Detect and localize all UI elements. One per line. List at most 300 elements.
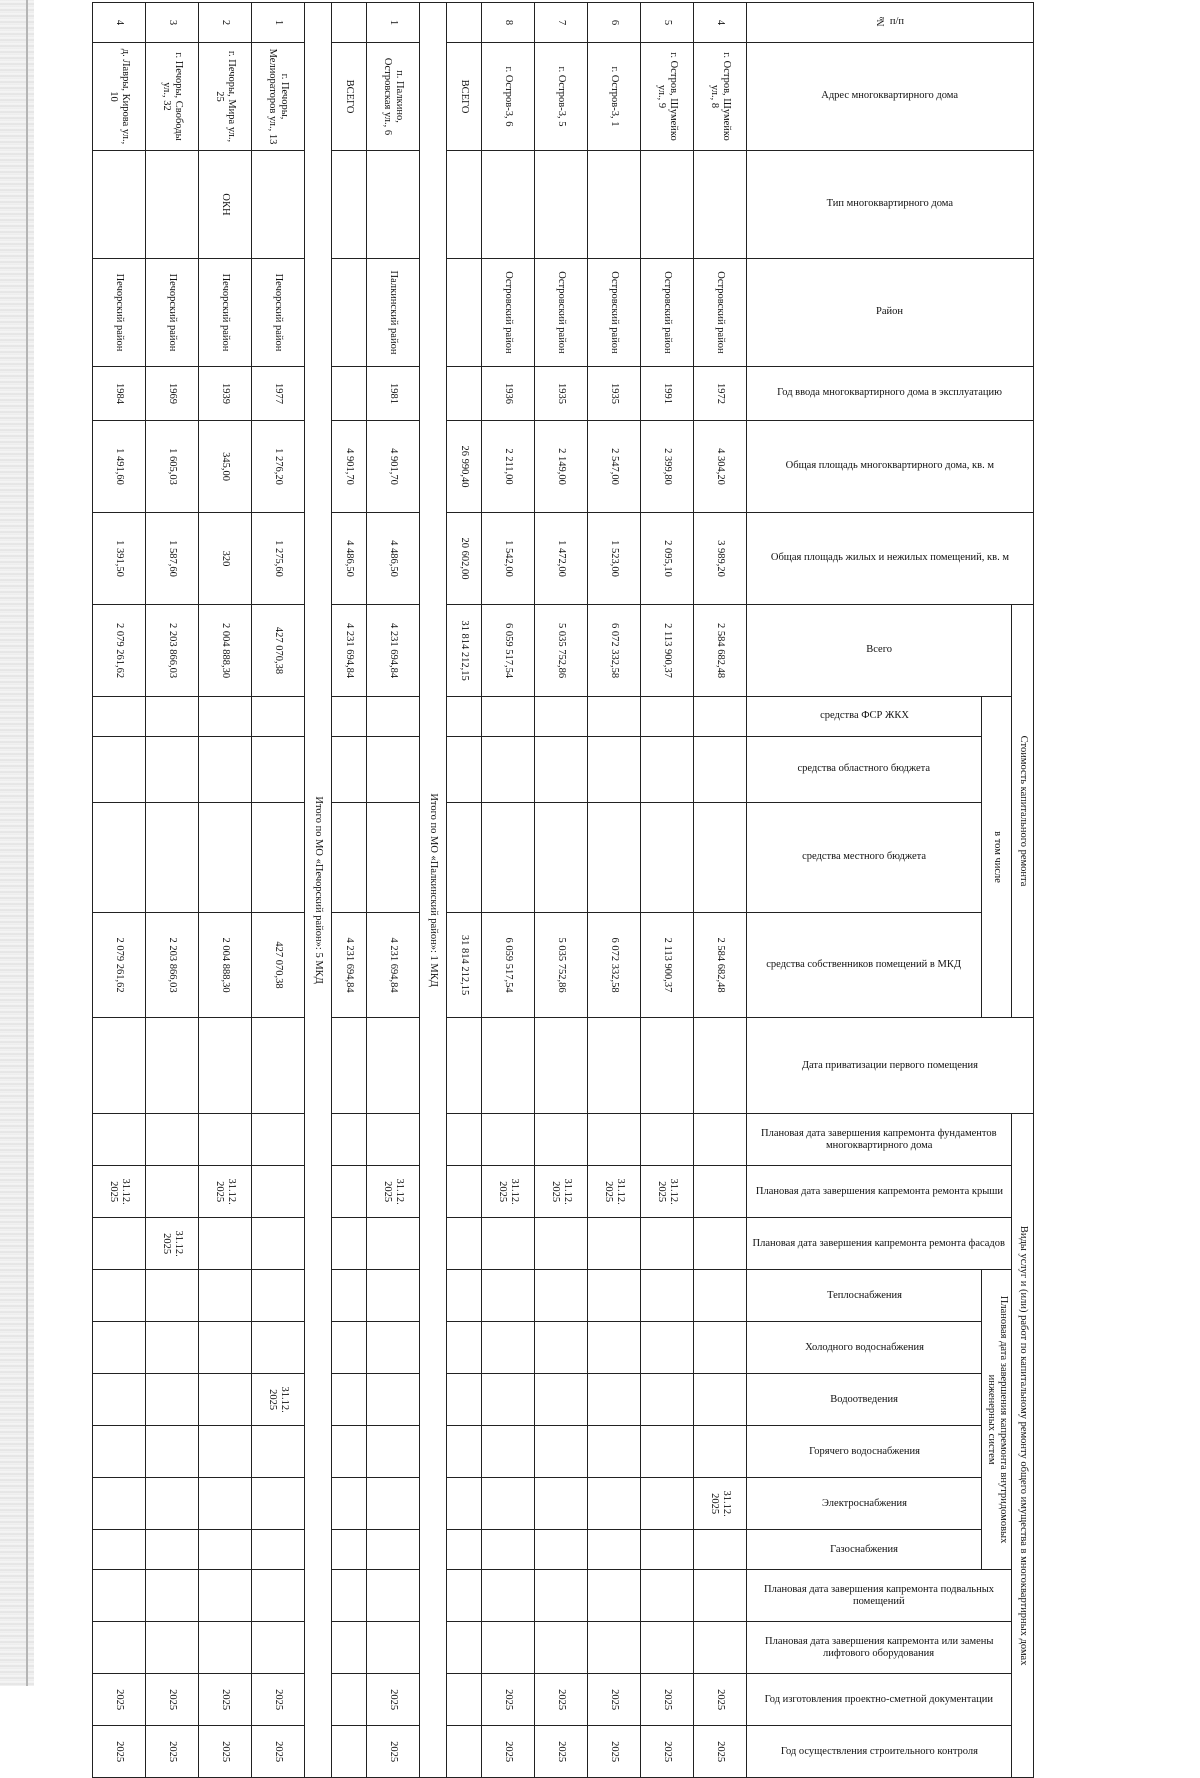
cell-area-rooms: 4 486,50 xyxy=(367,513,420,605)
cell-design-year: 2025 xyxy=(535,1674,588,1726)
cell-area-total: 2 211,00 xyxy=(482,421,535,513)
cell-roof xyxy=(694,1166,747,1218)
cell-sewer xyxy=(535,1374,588,1426)
cell-area-total: 345,00 xyxy=(199,421,252,513)
cell-owners: 2 203 866,03 xyxy=(146,913,199,1018)
cell-privatization xyxy=(367,1018,420,1114)
cell-fund xyxy=(367,697,420,737)
cell-district: Печорский район xyxy=(199,259,252,367)
cell-privatization xyxy=(588,1018,641,1114)
cell-gas xyxy=(482,1530,535,1570)
cell-cost-total: 2 004 888,30 xyxy=(199,605,252,697)
total-area-rooms: 20 602,00 xyxy=(447,513,482,605)
cell-address: г. Остров-3, 6 xyxy=(482,43,535,151)
total-label: ВСЕГО xyxy=(447,43,482,151)
total-empty-cell xyxy=(447,697,482,737)
cell-year: 1977 xyxy=(252,367,305,421)
cell-fund xyxy=(482,697,535,737)
cell-district: Печорский район xyxy=(93,259,146,367)
header-address: Адрес многоквартирного дома xyxy=(747,43,1034,151)
cell-basement xyxy=(588,1570,641,1622)
total-empty-cell xyxy=(332,3,367,43)
header-cost-group: Стоимость капитального ремонта xyxy=(1012,605,1034,1018)
total-empty-cell xyxy=(332,1478,367,1530)
cell-foundation xyxy=(367,1114,420,1166)
cell-privatization xyxy=(199,1018,252,1114)
cell-privatization xyxy=(93,1018,146,1114)
cell-cold-water xyxy=(482,1322,535,1374)
cell-local xyxy=(146,803,199,913)
total-empty-cell xyxy=(332,259,367,367)
cell-fund xyxy=(641,697,694,737)
cell-privatization xyxy=(252,1018,305,1114)
cell-area-total: 4 901,70 xyxy=(367,421,420,513)
cell-owners: 5 035 752,86 xyxy=(535,913,588,1018)
cell-gas xyxy=(535,1530,588,1570)
cell-roof xyxy=(146,1166,199,1218)
total-empty-cell xyxy=(332,1114,367,1166)
cell-heat xyxy=(641,1270,694,1322)
total-empty-cell xyxy=(447,1218,482,1270)
table-row xyxy=(199,3,252,1778)
cell-elevator xyxy=(694,1622,747,1674)
cell-cold-water xyxy=(641,1322,694,1374)
cell-basement xyxy=(641,1570,694,1622)
cell-elevator xyxy=(367,1622,420,1674)
total-empty-cell xyxy=(447,151,482,259)
cell-elevator xyxy=(535,1622,588,1674)
total-empty-cell xyxy=(332,737,367,803)
cell-owners: 4 231 694,84 xyxy=(367,913,420,1018)
cell-num: 1 xyxy=(252,3,305,43)
cell-hot-water xyxy=(482,1426,535,1478)
cell-owners: 2 113 900,37 xyxy=(641,913,694,1018)
cell-address: г. Остров-3, 5 xyxy=(535,43,588,151)
header-num: № п/п xyxy=(747,3,1034,43)
header-control-year: Год осуществления строительного контроля xyxy=(747,1726,1012,1778)
total-empty-cell xyxy=(447,1570,482,1622)
cell-local xyxy=(535,803,588,913)
cell-elevator xyxy=(93,1622,146,1674)
cell-gas xyxy=(199,1530,252,1570)
cell-hot-water xyxy=(694,1426,747,1478)
cell-owners: 2 584 682,48 xyxy=(694,913,747,1018)
cell-area-total: 1 276,20 xyxy=(252,421,305,513)
total-empty-cell xyxy=(332,1426,367,1478)
cell-design-year: 2025 xyxy=(252,1674,305,1726)
cell-electric xyxy=(199,1478,252,1530)
cell-num: 2 xyxy=(199,3,252,43)
cell-area-total: 2 149,00 xyxy=(535,421,588,513)
total-empty-cell xyxy=(447,1374,482,1426)
cell-sewer xyxy=(694,1374,747,1426)
cell-num: 8 xyxy=(482,3,535,43)
cell-year: 1981 xyxy=(367,367,420,421)
cell-type xyxy=(694,151,747,259)
header-cost-total: Всего xyxy=(747,605,1012,697)
cell-gas xyxy=(93,1530,146,1570)
cell-num: 4 xyxy=(93,3,146,43)
cell-district: Островский район xyxy=(694,259,747,367)
total-empty-cell xyxy=(447,259,482,367)
cell-electric xyxy=(252,1478,305,1530)
cell-privatization xyxy=(146,1018,199,1114)
total-empty-cell xyxy=(447,737,482,803)
cell-roof xyxy=(252,1166,305,1218)
cell-area-rooms: 320 xyxy=(199,513,252,605)
cell-district: Островский район xyxy=(535,259,588,367)
header-systems-group: Плановая дата завершения капремонта внутридомовых инженерных систем xyxy=(982,1270,1012,1570)
header-design-year: Год изготовления проектно-сметной документации xyxy=(747,1674,1012,1726)
cell-owners: 2 004 888,30 xyxy=(199,913,252,1018)
header-basement: Плановая дата завершения капремонта подвальных помещений xyxy=(747,1570,1012,1622)
header-area-rooms: Общая площадь жилых и нежилых помещений, кв. м xyxy=(747,513,1034,605)
cell-regional xyxy=(252,737,305,803)
header-roof: Плановая дата завершения капремонта ремонта крыши xyxy=(747,1166,1012,1218)
cell-hot-water xyxy=(535,1426,588,1478)
cell-district: Островский район xyxy=(641,259,694,367)
cell-area-total: 2 547,00 xyxy=(588,421,641,513)
cell-local xyxy=(694,803,747,913)
cell-address: г. Печоры, Мелиораторов ул., 13 xyxy=(252,43,305,151)
cell-cold-water xyxy=(694,1322,747,1374)
cell-electric xyxy=(641,1478,694,1530)
cell-regional xyxy=(367,737,420,803)
cell-control-year: 2025 xyxy=(694,1726,747,1778)
cell-type xyxy=(588,151,641,259)
cell-basement xyxy=(694,1570,747,1622)
cell-design-year: 2025 xyxy=(588,1674,641,1726)
cell-local xyxy=(641,803,694,913)
cell-regional xyxy=(199,737,252,803)
cell-design-year: 2025 xyxy=(199,1674,252,1726)
cell-cost-total: 4 231 694,84 xyxy=(367,605,420,697)
cell-area-rooms: 3 989,20 xyxy=(694,513,747,605)
total-empty-cell xyxy=(447,1622,482,1674)
cell-control-year: 2025 xyxy=(93,1726,146,1778)
cell-year: 1984 xyxy=(93,367,146,421)
header-hot-water: Горячего водоснабжения xyxy=(747,1426,982,1478)
cell-control-year: 2025 xyxy=(482,1726,535,1778)
header-elevator: Плановая дата завершения капремонта или замены лифтового оборудования xyxy=(747,1622,1012,1674)
cell-gas xyxy=(588,1530,641,1570)
cell-foundation xyxy=(588,1114,641,1166)
cell-cost-total: 427 070,38 xyxy=(252,605,305,697)
cell-facade xyxy=(199,1218,252,1270)
total-empty-cell xyxy=(332,803,367,913)
cell-foundation xyxy=(93,1114,146,1166)
cell-roof: 31.12. 2025 xyxy=(535,1166,588,1218)
total-empty-cell xyxy=(332,1622,367,1674)
cell-elevator xyxy=(482,1622,535,1674)
cell-sewer xyxy=(93,1374,146,1426)
cell-cost-total: 6 072 332,58 xyxy=(588,605,641,697)
header-privatization: Дата приватизации первого помещения xyxy=(747,1018,1034,1114)
total-empty-cell xyxy=(447,1166,482,1218)
cell-design-year: 2025 xyxy=(641,1674,694,1726)
cell-basement xyxy=(199,1570,252,1622)
header-district: Район xyxy=(747,259,1034,367)
cell-district: Печорский район xyxy=(146,259,199,367)
cell-year: 1991 xyxy=(641,367,694,421)
cell-facade xyxy=(482,1218,535,1270)
header-type: Тип многоквартирного дома xyxy=(747,151,1034,259)
total-empty-cell xyxy=(447,1426,482,1478)
cell-design-year: 2025 xyxy=(482,1674,535,1726)
header-owners: средства собственников помещений в МКД xyxy=(747,913,982,1018)
cell-elevator xyxy=(146,1622,199,1674)
table-row xyxy=(694,3,747,1778)
cell-hot-water xyxy=(93,1426,146,1478)
cell-cold-water xyxy=(199,1322,252,1374)
cell-type xyxy=(367,151,420,259)
cell-design-year: 2025 xyxy=(694,1674,747,1726)
cell-roof: 31.12. 2025 xyxy=(367,1166,420,1218)
cell-facade xyxy=(252,1218,305,1270)
cell-local xyxy=(199,803,252,913)
cell-control-year: 2025 xyxy=(367,1726,420,1778)
cell-year: 1972 xyxy=(694,367,747,421)
cell-sewer xyxy=(641,1374,694,1426)
cell-sewer xyxy=(367,1374,420,1426)
total-empty-cell xyxy=(447,367,482,421)
header-foundation: Плановая дата завершения капремонта фундаментов многоквартирного дома xyxy=(747,1114,1012,1166)
total-empty-cell xyxy=(332,1218,367,1270)
cell-district: Островский район xyxy=(588,259,641,367)
total-area-rooms: 4 486,50 xyxy=(332,513,367,605)
cell-type: ОКН xyxy=(199,151,252,259)
cell-sewer: 31.12. 2025 xyxy=(252,1374,305,1426)
cell-elevator xyxy=(588,1622,641,1674)
cell-electric xyxy=(588,1478,641,1530)
cell-type xyxy=(641,151,694,259)
cell-address: г. Печоры, Свободы ул., 32 xyxy=(146,43,199,151)
cell-heat xyxy=(588,1270,641,1322)
cell-cost-total: 6 059 517,54 xyxy=(482,605,535,697)
cell-foundation xyxy=(482,1114,535,1166)
cell-num: 6 xyxy=(588,3,641,43)
cell-area-rooms: 1 587,60 xyxy=(146,513,199,605)
cell-cost-total: 5 035 752,86 xyxy=(535,605,588,697)
cell-electric xyxy=(146,1478,199,1530)
total-cost-total: 31 814 212,15 xyxy=(447,605,482,697)
cell-privatization xyxy=(641,1018,694,1114)
cell-area-total: 1 491,60 xyxy=(93,421,146,513)
section-title: Итого по МО «Печорский район»: 5 МКД xyxy=(305,3,332,1778)
cell-type xyxy=(482,151,535,259)
cell-design-year: 2025 xyxy=(146,1674,199,1726)
cell-type xyxy=(93,151,146,259)
cell-sewer xyxy=(199,1374,252,1426)
cell-local xyxy=(482,803,535,913)
cell-electric: 31.12. 2025 xyxy=(694,1478,747,1530)
total-area-total: 4 901,70 xyxy=(332,421,367,513)
cell-basement xyxy=(146,1570,199,1622)
cell-gas xyxy=(252,1530,305,1570)
total-empty-cell xyxy=(447,1530,482,1570)
cell-district: Палкинский район xyxy=(367,259,420,367)
cell-area-rooms: 1 472,00 xyxy=(535,513,588,605)
header-facade: Плановая дата завершения капремонта ремонта фасадов xyxy=(747,1218,1012,1270)
table-row xyxy=(588,3,641,1778)
table-row xyxy=(535,3,588,1778)
cell-foundation xyxy=(641,1114,694,1166)
header-electric: Электроснабжения xyxy=(747,1478,982,1530)
cell-year: 1935 xyxy=(535,367,588,421)
total-empty-cell xyxy=(332,1018,367,1114)
cell-regional xyxy=(93,737,146,803)
table-body xyxy=(93,3,747,1778)
cell-facade xyxy=(694,1218,747,1270)
cell-electric xyxy=(93,1478,146,1530)
cell-basement xyxy=(252,1570,305,1622)
header-heat: Теплоснабжения xyxy=(747,1270,982,1322)
cell-electric xyxy=(367,1478,420,1530)
cell-control-year: 2025 xyxy=(146,1726,199,1778)
cell-hot-water xyxy=(588,1426,641,1478)
cell-gas xyxy=(367,1530,420,1570)
cell-hot-water xyxy=(641,1426,694,1478)
cell-type xyxy=(535,151,588,259)
cell-cost-total: 2 584 682,48 xyxy=(694,605,747,697)
total-empty-cell xyxy=(332,1166,367,1218)
cell-design-year: 2025 xyxy=(93,1674,146,1726)
cell-num: 1 xyxy=(367,3,420,43)
header-fund: средства ФСР ЖКХ xyxy=(747,697,982,737)
cell-address: г. Остров-3, 1 xyxy=(588,43,641,151)
cell-foundation xyxy=(535,1114,588,1166)
table-row xyxy=(482,3,535,1778)
cell-privatization xyxy=(482,1018,535,1114)
cell-gas xyxy=(641,1530,694,1570)
cell-fund xyxy=(588,697,641,737)
cell-heat xyxy=(199,1270,252,1322)
cell-basement xyxy=(535,1570,588,1622)
cell-elevator xyxy=(199,1622,252,1674)
cell-design-year: 2025 xyxy=(367,1674,420,1726)
cell-address: п. Палкино, Островская ул., 6 xyxy=(367,43,420,151)
cell-roof: 31.12. 2025 xyxy=(482,1166,535,1218)
cell-regional xyxy=(641,737,694,803)
cell-heat xyxy=(93,1270,146,1322)
header-sewer: Водоотведения xyxy=(747,1374,982,1426)
table-row xyxy=(367,3,420,1778)
cell-cold-water xyxy=(588,1322,641,1374)
total-empty-cell xyxy=(332,1270,367,1322)
cell-year: 1969 xyxy=(146,367,199,421)
section-title-row xyxy=(305,3,332,1778)
cell-num: 4 xyxy=(694,3,747,43)
total-empty-cell xyxy=(332,1570,367,1622)
header-cold-water: Холодного водоснабжения xyxy=(747,1322,982,1374)
total-empty-cell xyxy=(447,1726,482,1778)
header-works-group: Виды услуг и (или) работ по капитальному ремонту общего имущества в многоквартирных домах xyxy=(1012,1114,1034,1778)
total-owners: 31 814 212,15 xyxy=(447,913,482,1018)
cell-control-year: 2025 xyxy=(199,1726,252,1778)
cell-regional xyxy=(588,737,641,803)
total-area-total: 26 990,40 xyxy=(447,421,482,513)
cell-regional xyxy=(535,737,588,803)
cell-privatization xyxy=(535,1018,588,1114)
header-local: средства местного бюджета xyxy=(747,803,982,913)
header-area-total: Общая площадь многоквартирного дома, кв. м xyxy=(747,421,1034,513)
cell-owners: 427 070,38 xyxy=(252,913,305,1018)
cell-local xyxy=(252,803,305,913)
cell-privatization xyxy=(694,1018,747,1114)
cell-facade xyxy=(93,1218,146,1270)
cell-heat xyxy=(694,1270,747,1322)
cell-area-total: 1 605,03 xyxy=(146,421,199,513)
cell-gas xyxy=(146,1530,199,1570)
total-empty-cell xyxy=(447,1322,482,1374)
cell-control-year: 2025 xyxy=(588,1726,641,1778)
cell-type xyxy=(252,151,305,259)
total-empty-cell xyxy=(332,1674,367,1726)
total-empty-cell xyxy=(332,1530,367,1570)
cell-heat xyxy=(367,1270,420,1322)
total-label: ВСЕГО xyxy=(332,43,367,151)
cell-control-year: 2025 xyxy=(641,1726,694,1778)
total-empty-cell xyxy=(447,3,482,43)
cell-sewer xyxy=(146,1374,199,1426)
cell-area-total: 2 399,80 xyxy=(641,421,694,513)
total-empty-cell xyxy=(447,1018,482,1114)
cell-area-rooms: 1 523,00 xyxy=(588,513,641,605)
cell-year: 1935 xyxy=(588,367,641,421)
cell-fund xyxy=(252,697,305,737)
total-empty-cell xyxy=(332,1374,367,1426)
cell-hot-water xyxy=(146,1426,199,1478)
cell-gas xyxy=(694,1530,747,1570)
cell-basement xyxy=(482,1570,535,1622)
cell-local xyxy=(93,803,146,913)
cell-foundation xyxy=(146,1114,199,1166)
cell-basement xyxy=(93,1570,146,1622)
header-year: Год ввода многоквартирного дома в эксплуатацию xyxy=(747,367,1034,421)
cell-fund xyxy=(694,697,747,737)
total-empty-cell xyxy=(332,367,367,421)
cell-facade: 31.12. 2025 xyxy=(146,1218,199,1270)
cell-regional xyxy=(146,737,199,803)
cell-area-total: 4 304,20 xyxy=(694,421,747,513)
section-title-row xyxy=(420,3,447,1778)
cell-sewer xyxy=(482,1374,535,1426)
cell-foundation xyxy=(199,1114,252,1166)
cell-local xyxy=(588,803,641,913)
cell-cold-water xyxy=(146,1322,199,1374)
cell-address: г. Остров, Шумейко ул., 9 xyxy=(641,43,694,151)
header-gas: Газоснабжения xyxy=(747,1530,982,1570)
cell-fund xyxy=(199,697,252,737)
total-row xyxy=(447,3,482,1778)
cell-control-year: 2025 xyxy=(535,1726,588,1778)
cell-foundation xyxy=(252,1114,305,1166)
cell-basement xyxy=(367,1570,420,1622)
total-empty-cell xyxy=(447,803,482,913)
cell-cost-total: 2 203 866,03 xyxy=(146,605,199,697)
cell-foundation xyxy=(694,1114,747,1166)
total-empty-cell xyxy=(332,1726,367,1778)
cell-num: 5 xyxy=(641,3,694,43)
cell-control-year: 2025 xyxy=(252,1726,305,1778)
cell-heat xyxy=(252,1270,305,1322)
cell-roof: 31.12. 2025 xyxy=(93,1166,146,1218)
cell-fund xyxy=(535,697,588,737)
cell-hot-water xyxy=(252,1426,305,1478)
cell-hot-water xyxy=(199,1426,252,1478)
total-empty-cell xyxy=(332,697,367,737)
cell-owners: 2 079 261,62 xyxy=(93,913,146,1018)
